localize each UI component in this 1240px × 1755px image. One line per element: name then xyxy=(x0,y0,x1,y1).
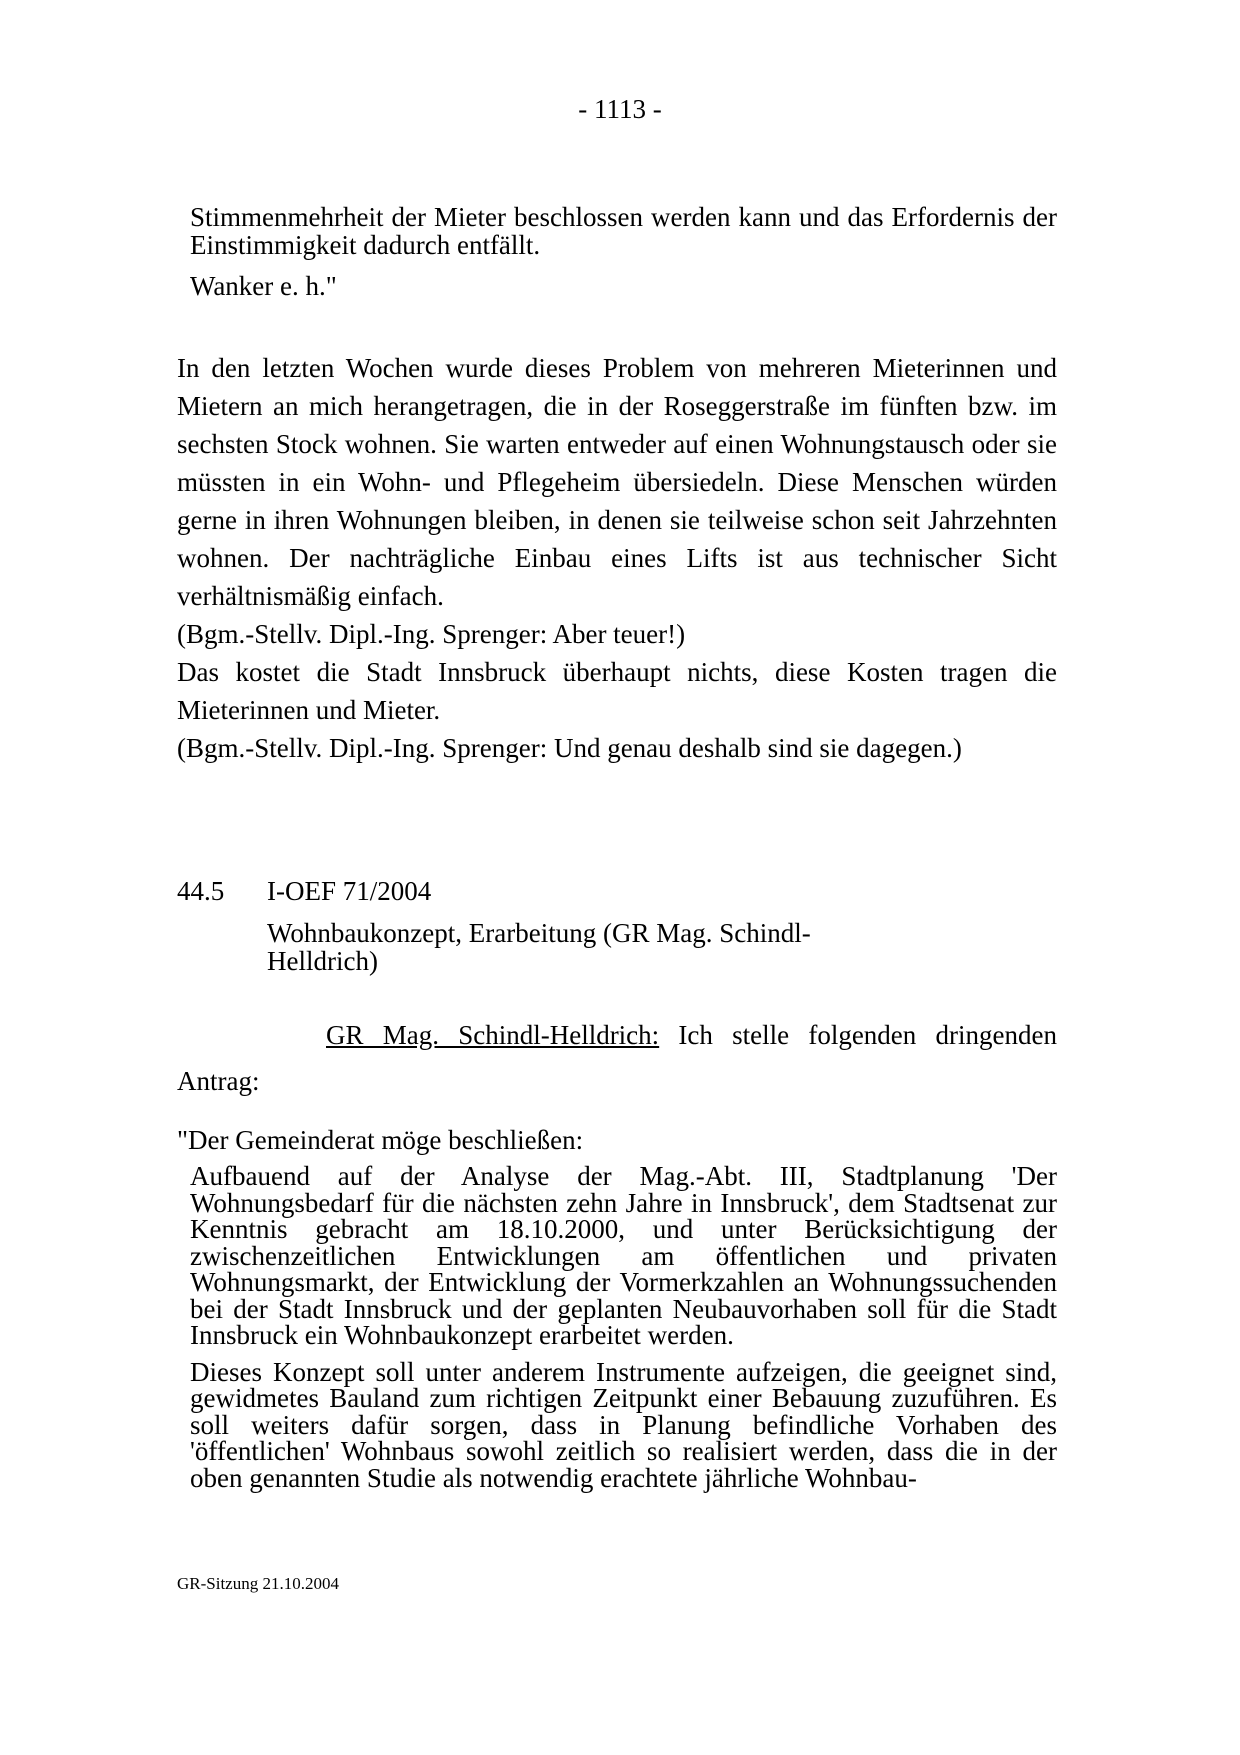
motion-text xyxy=(190,1163,1057,1491)
motion-statement-line xyxy=(177,1016,1057,1054)
speech-section xyxy=(177,349,1057,767)
page-footer: GR-Sitzung 21.10.2004 xyxy=(177,1574,339,1593)
motion-statement xyxy=(177,1016,1057,1100)
agenda-item-number: 44.5 xyxy=(177,876,225,906)
speaker-name: GR Mag. Schindl-Helldrich: xyxy=(326,1020,660,1050)
motion-statement-text: Ich stelle folgenden dringenden xyxy=(678,1020,1057,1050)
motion-paragraph: Aufbauend auf der Analyse der Mag.-Abt. III, Stadtplanung 'Der Wohnungsbedarf für die nächsten zehn Jahre in Innsbruck', dem Stadtsenat zur Kenntnis gebracht am 18.10.2000, und unter Berücksichtigung der zwischenzeitlichen Entwicklungen am öffentlichen und privaten Wohnungsmarkt, der Entwicklung der Vormerkzahlen an Wohnungssuchenden bei der Stadt Innsbruck und der geplanten Neubauvorhaben soll für die Stadt Innsbruck ein Wohnbaukonzept erarbeitet werden. xyxy=(190,1161,1057,1350)
agenda-item-title xyxy=(267,919,907,975)
speech-paragraph: In den letzten Wochen wurde dieses Problem von mehreren Mieterinnen und Mietern an mich herangetragen, die in der Roseggerstraße im fünften bzw. im sechsten Stock wohnen. Sie warten entweder auf einen Wohnungstausch oder sie müssten in ein Wohn- und Pflegeheim übersiedeln. Diese Menschen würden gerne in ihren Wohnungen bleiben, in denen sie teilweise schon seit Jahrzehnten wohnen. Der nachträgliche Einbau eines Lifts ist aus technischer Sicht verhältnismäßig einfach. xyxy=(177,353,1057,611)
interjection: (Bgm.-Stellv. Dipl.-Ing. Sprenger: Aber teuer!) xyxy=(177,619,686,649)
quote-text: Stimmenmehrheit der Mieter beschlossen werden kann und das Erfordernis der Einstimmigkeit dadurch entfällt. xyxy=(190,202,1057,260)
agenda-item-code: I-OEF 71/2004 xyxy=(267,876,432,906)
page-number: - 1113 - xyxy=(578,94,662,124)
quote-signature: Wanker e. h." xyxy=(190,271,337,301)
quoted-motion-end xyxy=(190,203,1057,303)
motion-statement-end: Antrag: xyxy=(177,1066,260,1096)
resolution-intro: "Der Gemeinderat möge beschließen: xyxy=(177,1125,584,1155)
speech-paragraph: Das kostet die Stadt Innsbruck überhaupt nichts, diese Kosten tragen die Mieterinnen und Mieter. xyxy=(177,657,1057,725)
interjection: (Bgm.-Stellv. Dipl.-Ing. Sprenger: Und genau deshalb sind sie dagegen.) xyxy=(177,733,962,763)
agenda-item-title-line: Helldrich) xyxy=(267,946,378,976)
motion-paragraph: Dieses Konzept soll unter anderem Instrumente aufzeigen, die geeignet sind, gewidmetes Bauland zum richtigen Zeitpunkt einer Bebauung zuzuführen. Es soll weiters dafür sorgen, dass in Planung befindliche Vorhaben des 'öffentlichen' Wohnbaus sowohl zeitlich so realisiert werden, dass die in der oben genannten Studie als notwendig erachtete jährliche Wohnbau- xyxy=(190,1356,1057,1493)
agenda-item-title-line: Wohnbaukonzept, Erarbeitung (GR Mag. Schindl- xyxy=(267,918,811,948)
